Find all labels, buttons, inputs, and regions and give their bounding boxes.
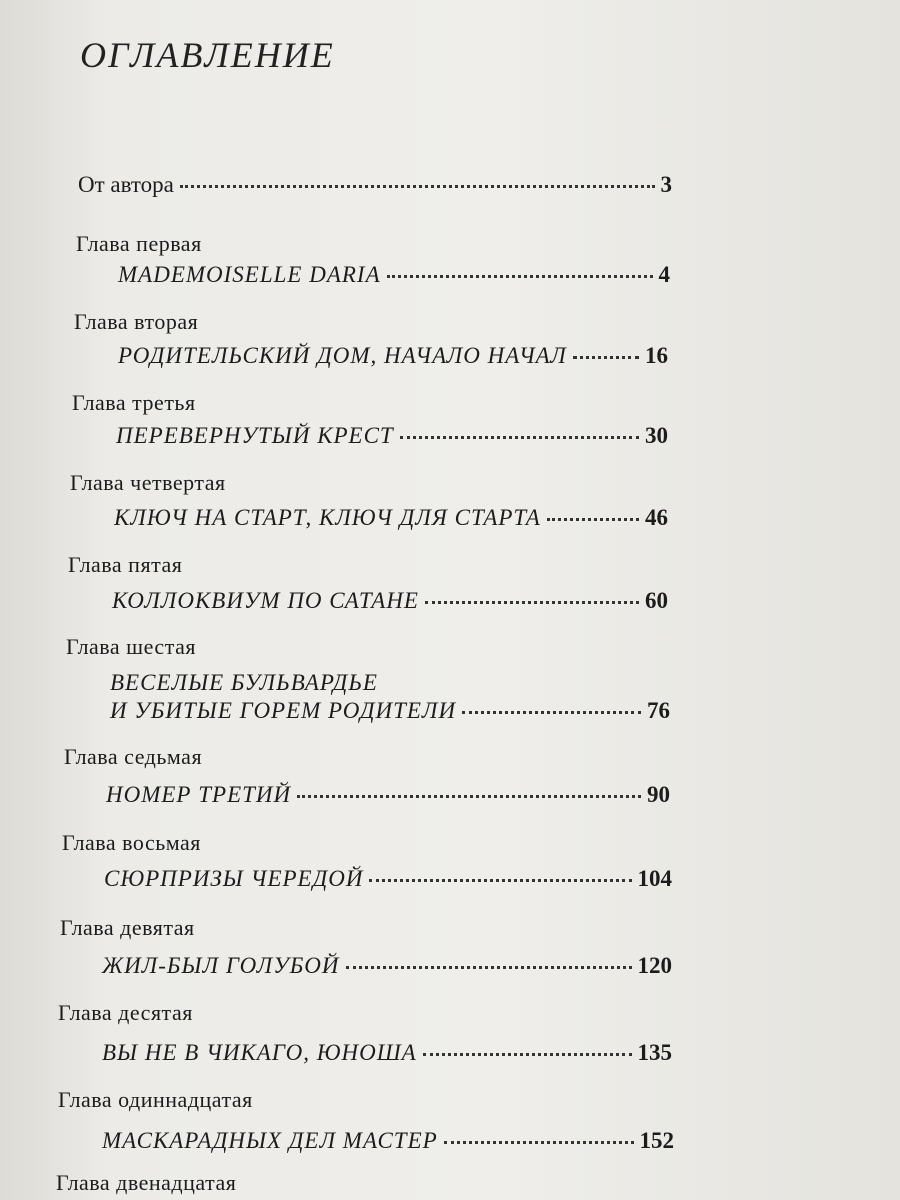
dot-leader xyxy=(462,711,641,714)
toc-entry xyxy=(114,505,668,531)
chapter-label: Глава вторая xyxy=(74,309,199,334)
chapter-label: Глава восьмая xyxy=(62,830,201,855)
toc-entry-title: НОМЕР ТРЕТИЙ xyxy=(106,782,292,807)
toc-entry-title: И УБИТЫЕ ГОРЕМ РОДИТЕЛИ xyxy=(110,698,457,723)
chapter-label: Глава третья xyxy=(72,390,196,415)
toc-entry xyxy=(102,1040,672,1066)
toc-entry-title: МАСКАРАДНЫХ ДЕЛ МАСТЕР xyxy=(102,1128,438,1153)
toc-entry-title: КОЛЛОКВИУМ ПО САТАНЕ xyxy=(112,588,419,613)
chapter-label: Глава девятая xyxy=(60,915,195,940)
toc-page-number: 104 xyxy=(637,866,672,891)
toc-entry xyxy=(110,698,670,724)
toc-entry xyxy=(118,262,670,288)
chapter-label: Глава десятая xyxy=(58,1000,193,1025)
chapter-label: Глава двенадцатая xyxy=(56,1170,237,1195)
toc-entry xyxy=(102,1128,674,1154)
page-title: ОГЛАВЛЕНИЕ xyxy=(80,35,335,75)
toc-entry xyxy=(106,782,670,808)
toc-page-number: 3 xyxy=(660,172,672,197)
toc-page-number: 76 xyxy=(647,698,670,723)
dot-leader xyxy=(444,1141,634,1144)
toc-entry xyxy=(116,423,668,449)
toc-entry xyxy=(118,343,668,369)
chapter-label: Глава пятая xyxy=(68,552,183,577)
dot-leader xyxy=(387,275,653,278)
chapter-label: Глава одиннадцатая xyxy=(58,1087,253,1112)
dot-leader xyxy=(369,879,631,882)
toc-page-number: 90 xyxy=(647,782,670,807)
dot-leader xyxy=(400,436,639,439)
toc-entry-title-line1: ВЕСЕЛЫЕ БУЛЬВАРДЬЕ xyxy=(110,670,378,695)
toc-entry-title: MADEMOISELLE DARIA xyxy=(118,262,381,287)
toc-entry xyxy=(112,588,668,614)
dot-leader xyxy=(346,966,632,969)
toc-page-number: 46 xyxy=(645,505,668,530)
toc-page-number: 120 xyxy=(637,953,672,978)
toc-page-number: 30 xyxy=(645,423,668,448)
toc-page-number: 16 xyxy=(645,343,668,368)
dot-leader xyxy=(423,1053,632,1056)
toc-entry xyxy=(102,953,672,979)
dot-leader xyxy=(573,356,639,359)
chapter-label: Глава четвертая xyxy=(70,470,226,495)
toc-entry-title: ЖИЛ-БЫЛ ГОЛУБОЙ xyxy=(102,953,340,978)
toc-page-number: 135 xyxy=(637,1040,672,1065)
toc-entry-title: РОДИТЕЛЬСКИЙ ДОМ, НАЧАЛО НАЧАЛ xyxy=(118,343,567,368)
toc-entry-title: ВЫ НЕ В ЧИКАГО, ЮНОША xyxy=(102,1040,417,1065)
toc-page-number: 60 xyxy=(645,588,668,613)
toc-entry-preface xyxy=(78,172,672,198)
dot-leader xyxy=(547,518,639,521)
chapter-label: Глава первая xyxy=(76,231,202,256)
chapter-label: Глава шестая xyxy=(66,634,196,659)
toc-page-number: 4 xyxy=(658,262,670,287)
dot-leader xyxy=(297,795,641,798)
dot-leader xyxy=(425,601,639,604)
toc-entry-title: СЮРПРИЗЫ ЧЕРЕДОЙ xyxy=(104,866,364,891)
toc-entry xyxy=(104,866,672,892)
toc-entry-title: От автора xyxy=(78,172,174,197)
dot-leader xyxy=(180,185,655,188)
toc-entry-title: КЛЮЧ НА СТАРТ, КЛЮЧ ДЛЯ СТАРТА xyxy=(114,505,541,530)
toc-page-number: 152 xyxy=(639,1128,674,1153)
toc-entry-title: ПЕРЕВЕРНУТЫЙ КРЕСТ xyxy=(116,423,394,448)
chapter-label: Глава седьмая xyxy=(64,744,203,769)
